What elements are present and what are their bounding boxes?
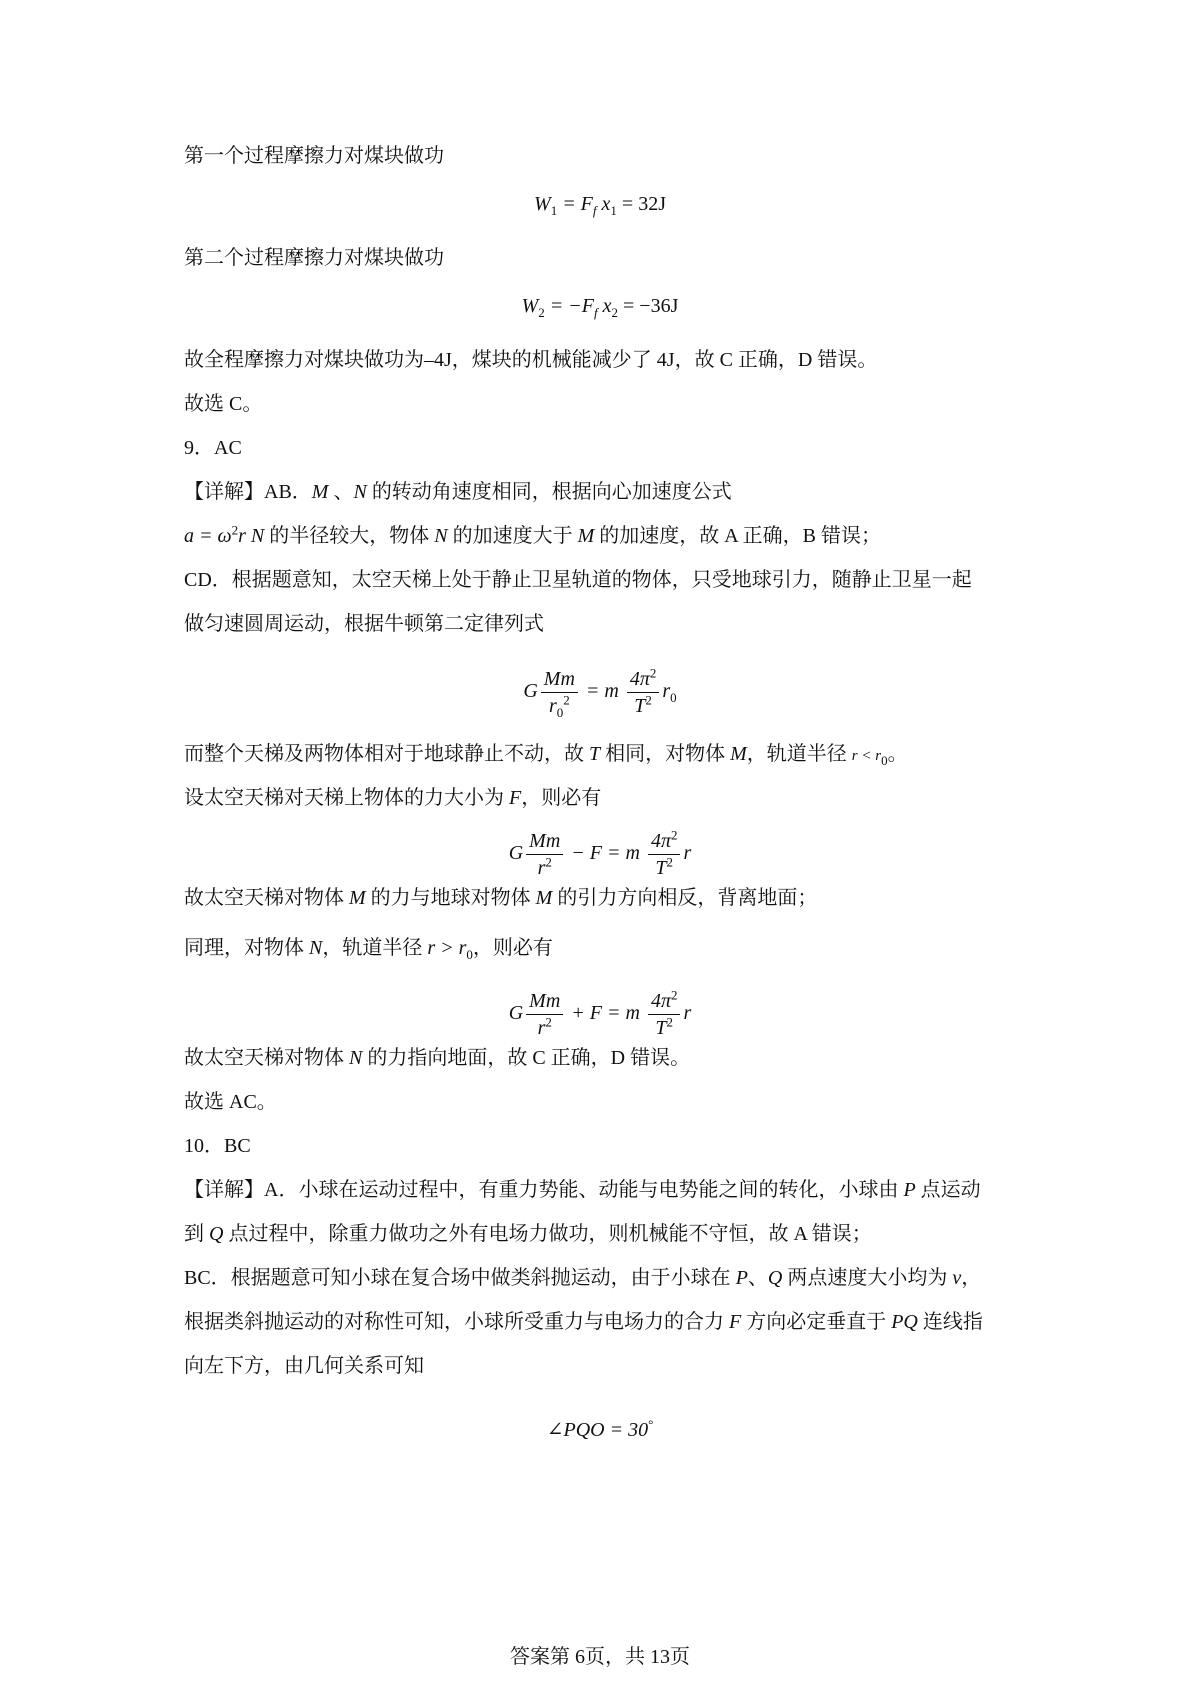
- answer-number-10: 10．BC: [184, 1135, 251, 1157]
- text-line: 而整个天梯及两物体相对于地球静止不动，故 T 相同，对物体 M，轨道半径 $r < r_0$。: [184, 743, 908, 768]
- text-line: 故全程摩擦力对煤块做功为–4J，煤块的机械能减少了 4J，故 C 正确，D 错误。: [184, 349, 878, 371]
- equation-angle: ∠PQO = 30°: [546, 1416, 654, 1441]
- text-line: 根据类斜抛运动的对称性可知，小球所受重力与电场力的合力 F 方向必定垂直于 PQ 连线指: [184, 1311, 983, 1333]
- text-line: 故太空天梯对物体 N 的力指向地面，故 C 正确，D 错误。: [184, 1047, 691, 1069]
- text-line: 故选 AC。: [184, 1091, 277, 1113]
- page-footer: 答案第 6页，共 13页: [510, 1646, 690, 1668]
- equation-force-m: G $\frac{Mm}{r^2}$ − F = m $\frac{4\pi^2}{T^2}$ r: [508, 827, 692, 879]
- text-line: 故太空天梯对物体 M 的力与地球对物体 M 的引力方向相反，背离地面；: [184, 887, 818, 909]
- equation-w2: $W_2 = -F_f$ $x_2 = -36J$: [521, 295, 679, 320]
- equation-force-n: G $\frac{Mm}{r^2}$ + F = m $\frac{4\pi^2}{T^2}$ r: [508, 987, 692, 1039]
- text-line: 第一个过程摩擦力对煤块做功: [184, 145, 444, 167]
- text-line: $a = \omega^2r$ N 的半径较大，物体 N 的加速度大于 M 的加速度，故 A 正确，B 错误；: [184, 522, 881, 547]
- text-line: BC．根据题意可知小球在复合场中做类斜抛运动，由于小球在 P、Q 两点速度大小均为 v，: [184, 1267, 982, 1289]
- text-line: 同理，对物体 N，轨道半径 $r > r_0$，则必有: [184, 937, 553, 962]
- answer-number-9: 9．AC: [184, 437, 242, 459]
- text-line: 向左下方，由几何关系可知: [184, 1355, 424, 1377]
- text-line: 故选 C。: [184, 393, 263, 415]
- equation-gravity-r0: G $\frac{Mm}{r_0^2}$ = m $\frac{4\pi^2}{T^2}$ $r_0$: [523, 665, 677, 720]
- equation-w1: $W_1 = F_f$ $x_1 = 32J$: [534, 193, 666, 218]
- text-line: 设太空天梯对天梯上物体的力大小为 F，则必有: [184, 787, 602, 809]
- text-line: 【详解】A．小球在运动过程中，有重力势能、动能与电势能之间的转化，小球由 P 点运动: [184, 1179, 981, 1201]
- text-line: 第二个过程摩擦力对煤块做功: [184, 247, 444, 269]
- text-line: 到 Q 点过程中，除重力做功之外有电场力做功，则机械能不守恒，故 A 错误；: [184, 1223, 872, 1245]
- text-line: 做匀速圆周运动，根据牛顿第二定律列式: [184, 613, 544, 635]
- text-line: 【详解】AB．M 、N 的转动角速度相同，根据向心加速度公式: [184, 481, 732, 503]
- text-line: CD．根据题意知，太空天梯上处于静止卫星轨道的物体，只受地球引力，随静止卫星一起: [184, 569, 972, 591]
